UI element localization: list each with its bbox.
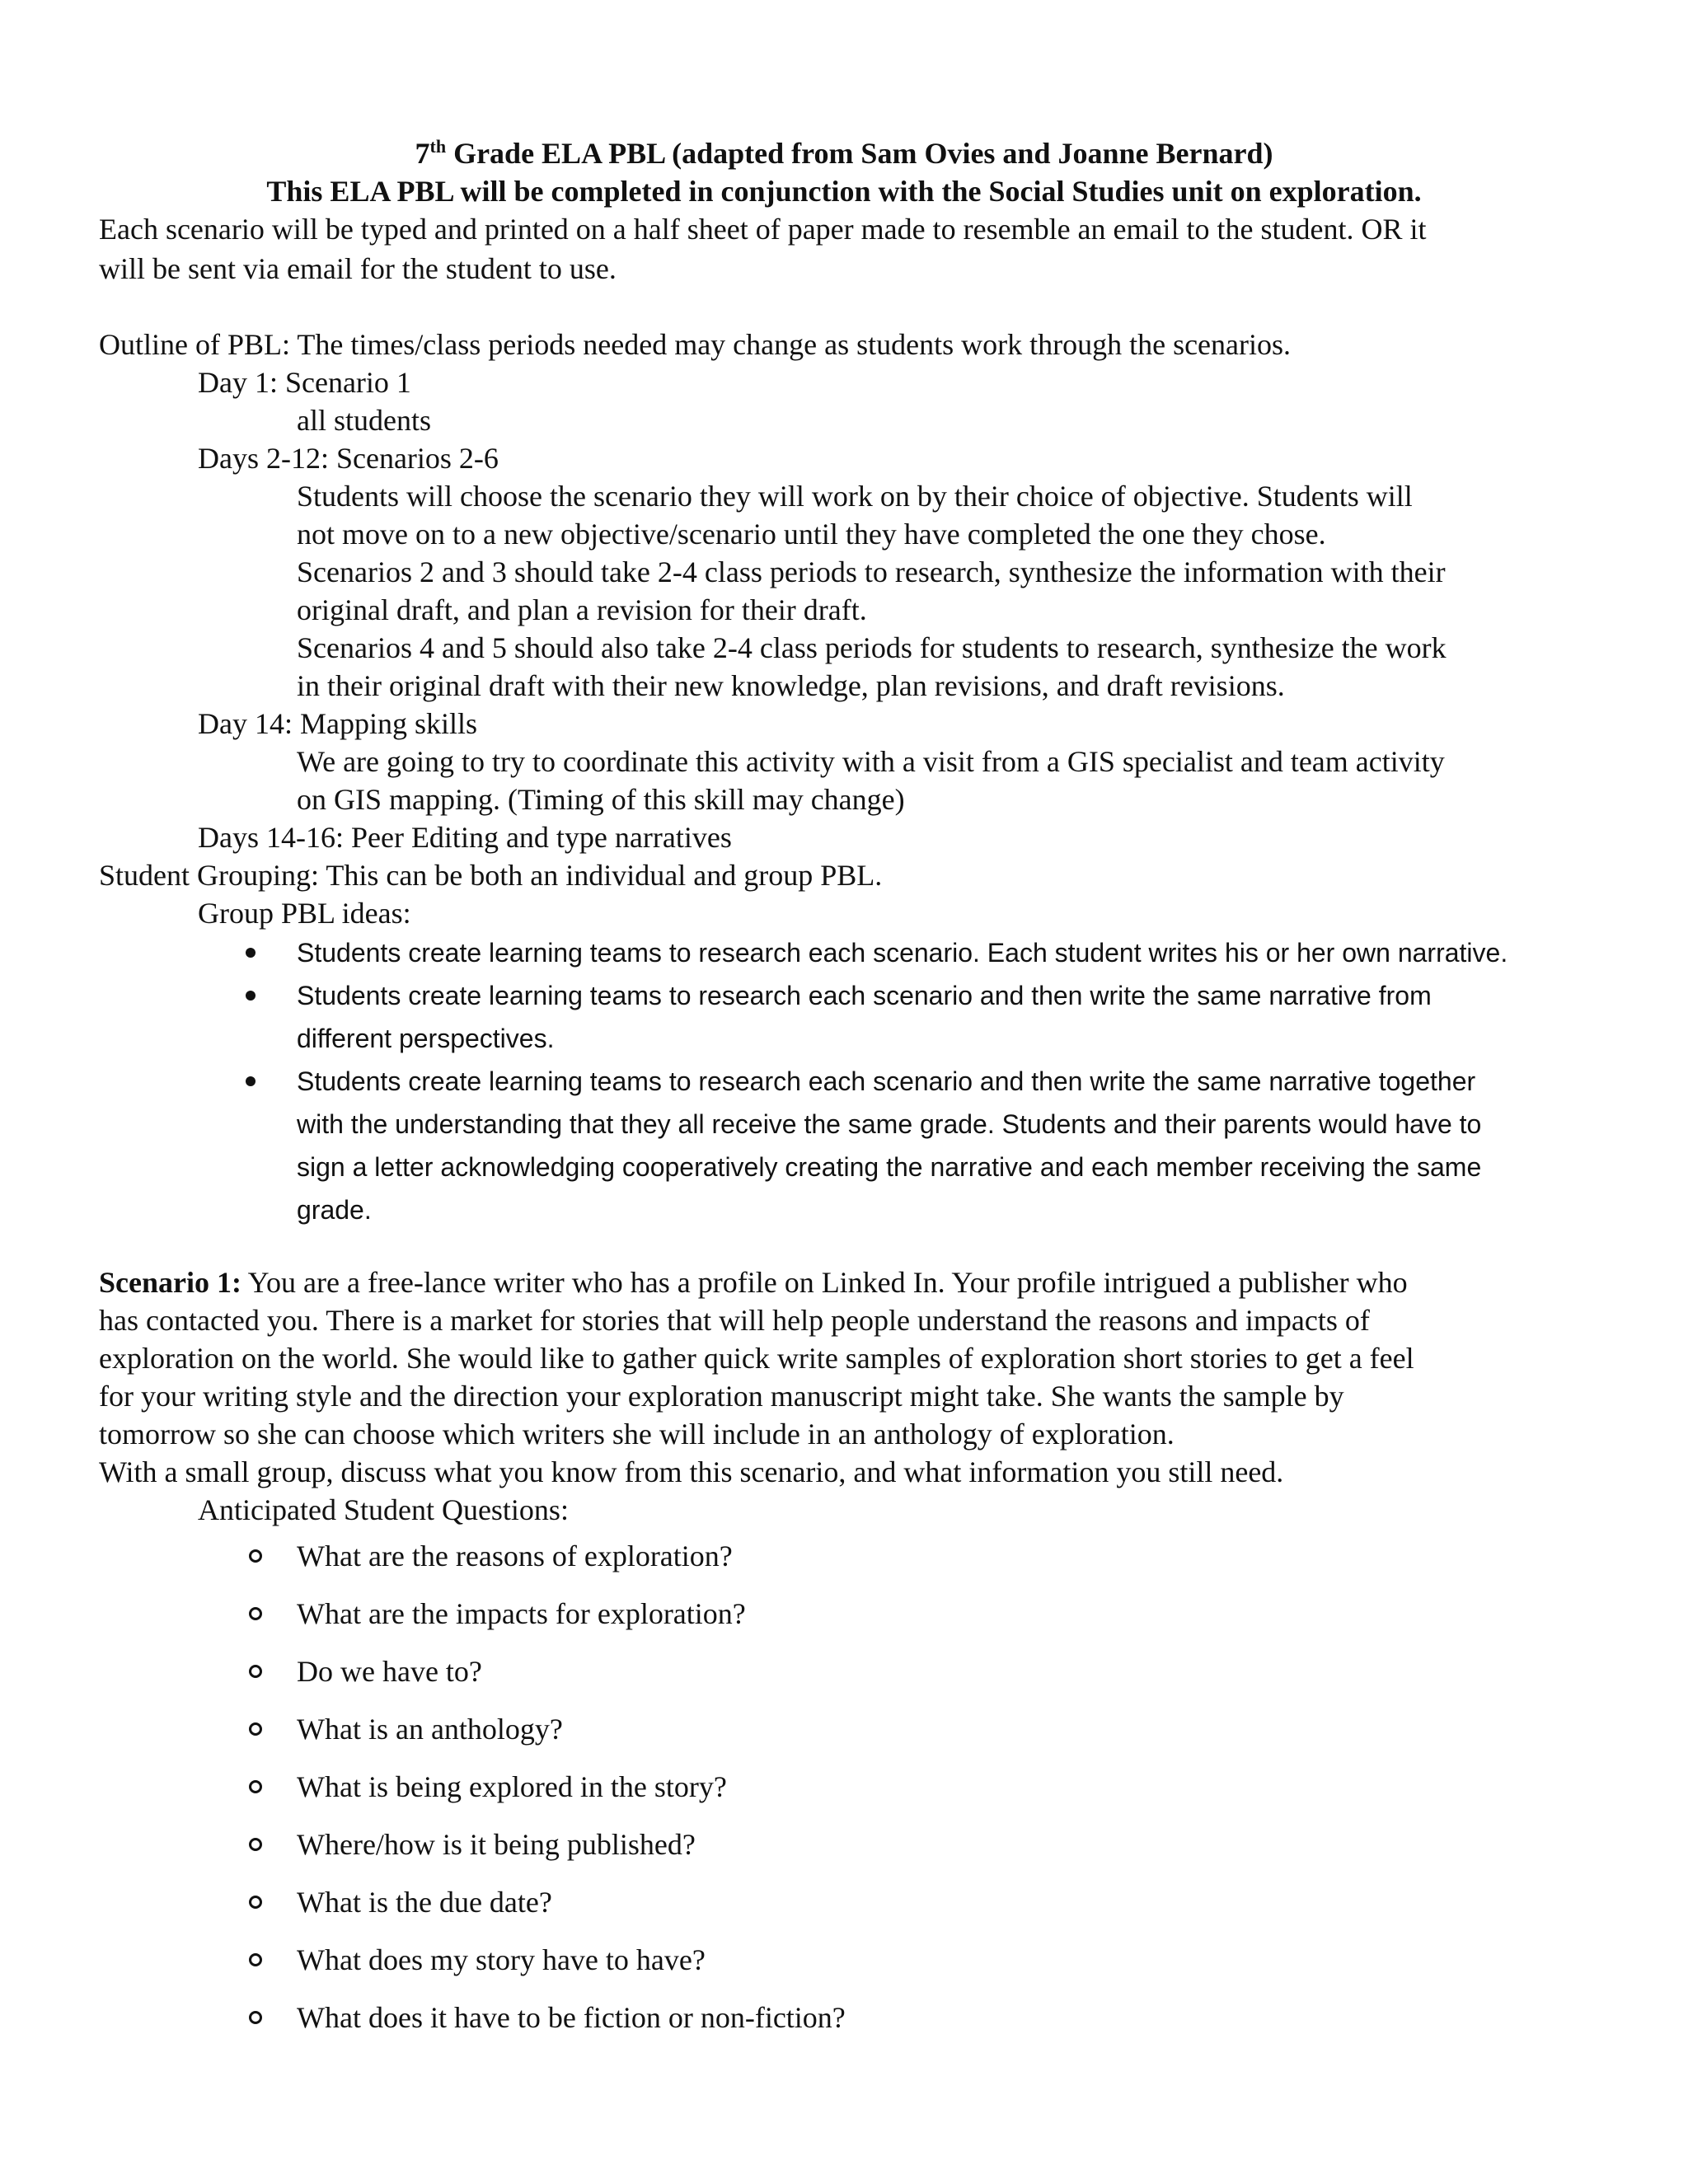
scenario-1-line xyxy=(99,1264,1408,1301)
question-item: What is an anthology? xyxy=(297,1713,563,1746)
question-item: What is the due date? xyxy=(297,1886,552,1919)
outline-days-14-16: Days 14-16: Peer Editing and type narratives xyxy=(198,821,732,854)
circle-bullet-icon xyxy=(249,1896,262,1909)
bullet-icon xyxy=(246,948,256,958)
outline-heading: Outline of PBL: The times/class periods needed may change as students work through the scenarios. xyxy=(99,328,1292,361)
group-idea-line: Students create learning teams to research each scenario and then write the same narrative from xyxy=(297,981,1432,1010)
question-item: What is being explored in the story? xyxy=(297,1770,727,1803)
bullet-icon xyxy=(246,1076,256,1086)
question-item: Do we have to? xyxy=(297,1655,482,1688)
document-subtitle: This ELA PBL will be completed in conjunction with the Social Studies unit on exploration. xyxy=(266,175,1422,208)
question-item: Where/how is it being published? xyxy=(297,1828,696,1861)
circle-bullet-icon xyxy=(249,1780,262,1793)
question-item: What does it have to be fiction or non-fiction? xyxy=(297,2001,846,2034)
circle-bullet-icon xyxy=(249,2011,262,2024)
outline-detail-line: not move on to a new objective/scenario until they have completed the one they chose. xyxy=(297,518,1326,551)
title-superscript: th xyxy=(429,136,447,157)
scenario-1-label: Scenario 1: xyxy=(99,1266,241,1299)
outline-detail-line: We are going to try to coordinate this activity with a visit from a GIS specialist and team activity xyxy=(297,745,1445,778)
question-item: What are the impacts for exploration? xyxy=(297,1597,746,1630)
scenario-1-text: You are a free-lance writer who has a profile on Linked In. Your profile intrigued a publisher who xyxy=(241,1266,1408,1299)
outline-detail-line: Scenarios 2 and 3 should take 2-4 class periods to research, synthesize the information with their xyxy=(297,555,1446,588)
outline-detail-line: in their original draft with their new knowledge, plan revisions, and draft revisions. xyxy=(297,669,1285,702)
intro-line: will be sent via email for the student to use. xyxy=(99,252,617,285)
group-idea-line: Students create learning teams to research each scenario and then write the same narrative together xyxy=(297,1066,1476,1096)
circle-bullet-icon xyxy=(249,1953,262,1966)
group-idea-line: with the understanding that they all receive the same grade. Students and their parents would have to xyxy=(297,1109,1482,1139)
scenario-1-discussion: With a small group, discuss what you know from this scenario, and what information you still need. xyxy=(99,1455,1284,1488)
circle-bullet-icon xyxy=(249,1665,262,1678)
outline-day-1: Day 1: Scenario 1 xyxy=(198,366,411,399)
title-grade: 7 xyxy=(415,137,430,170)
scenario-1-line: for your writing style and the direction your exploration manuscript might take. She wants the sample by xyxy=(99,1380,1344,1413)
group-idea-line: grade. xyxy=(297,1195,372,1225)
group-idea-line: different perspectives. xyxy=(297,1024,555,1053)
outline-day-1-detail: all students xyxy=(297,404,431,437)
circle-bullet-icon xyxy=(249,1549,262,1563)
outline-detail-line: original draft, and plan a revision for their draft. xyxy=(297,593,867,626)
outline-detail-line: Scenarios 4 and 5 should also take 2-4 class periods for students to research, synthesize the work xyxy=(297,631,1447,664)
outline-detail-line: on GIS mapping. (Timing of this skill may change) xyxy=(297,783,905,816)
bullet-icon xyxy=(246,991,256,1001)
scenario-1-line: exploration on the world. She would like to gather quick write samples of exploration short stories to get a feel xyxy=(99,1342,1414,1375)
scenario-1-line: tomorrow so she can choose which writers she will include in an anthology of exploration. xyxy=(99,1418,1175,1451)
outline-days-2-12: Days 2-12: Scenarios 2-6 xyxy=(198,442,499,475)
anticipated-questions-label: Anticipated Student Questions: xyxy=(198,1493,569,1526)
circle-bullet-icon xyxy=(249,1607,262,1620)
document-title xyxy=(0,135,1688,171)
title-text: Grade ELA PBL (adapted from Sam Ovies and Joanne Bernard) xyxy=(446,137,1273,170)
question-item: What are the reasons of exploration? xyxy=(297,1540,733,1572)
group-ideas-label: Group PBL ideas: xyxy=(198,897,411,930)
group-idea-line: sign a letter acknowledging cooperatively creating the narrative and each member receiving the same xyxy=(297,1152,1482,1182)
grouping-heading: Student Grouping: This can be both an individual and group PBL. xyxy=(99,859,883,892)
intro-line: Each scenario will be typed and printed on a half sheet of paper made to resemble an email to the student. OR it xyxy=(99,213,1427,246)
group-idea-line: Students create learning teams to research each scenario. Each student writes his or her own narrative. xyxy=(297,938,1508,968)
outline-detail-line: Students will choose the scenario they will work on by their choice of objective. Students will xyxy=(297,480,1413,513)
question-item: What does my story have to have? xyxy=(297,1943,706,1976)
outline-day-14: Day 14: Mapping skills xyxy=(198,707,477,740)
circle-bullet-icon xyxy=(249,1838,262,1851)
scenario-1-line: has contacted you. There is a market for stories that will help people understand the reasons and impacts of xyxy=(99,1304,1370,1337)
circle-bullet-icon xyxy=(249,1722,262,1736)
